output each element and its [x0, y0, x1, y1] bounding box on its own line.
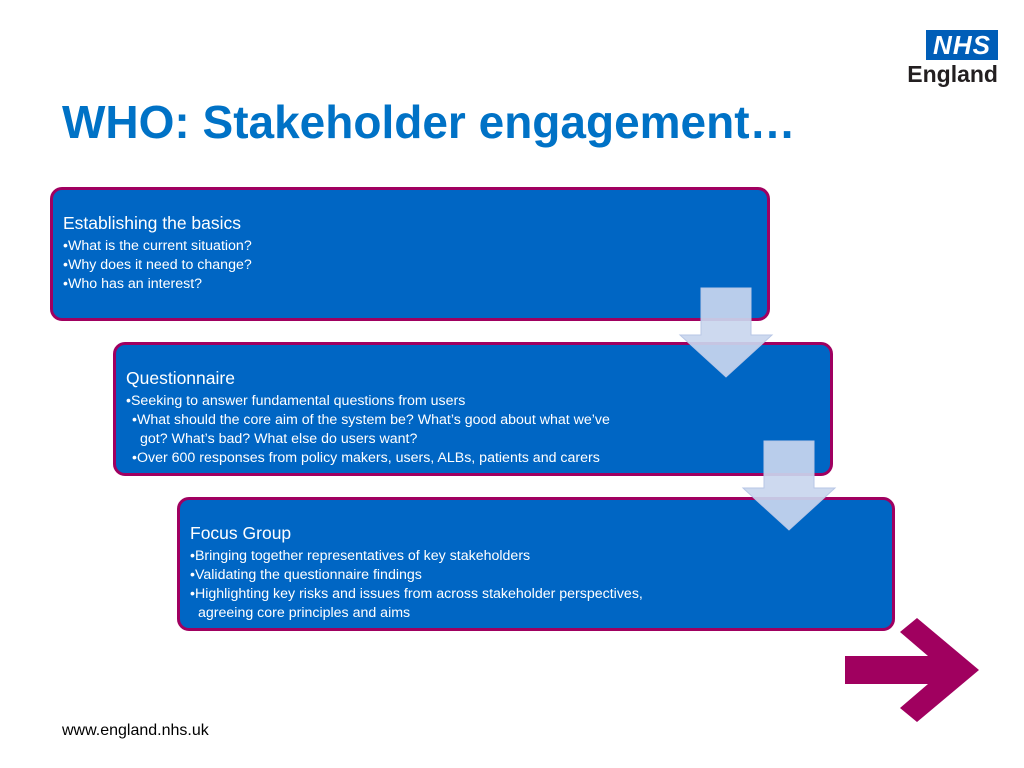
- bullet-item: •Highlighting key risks and issues from across stakeholder perspectives,: [190, 586, 643, 602]
- nhs-logo-england: England: [907, 61, 998, 87]
- step-heading: Establishing the basics: [63, 213, 242, 233]
- step-heading: Focus Group: [190, 523, 292, 543]
- next-arrow-icon[interactable]: [843, 616, 983, 724]
- bullet-item: •Validating the questionnaire findings: [190, 567, 422, 583]
- bullet-item: •What should the core aim of the system be? What’s good about what we’ve: [132, 412, 610, 428]
- down-arrow-icon: [741, 440, 837, 532]
- bullet-item: •Bringing together representatives of key stakeholders: [190, 548, 531, 564]
- bullet-item: •Over 600 responses from policy makers, users, ALBs, patients and carers: [132, 450, 600, 466]
- nhs-england-logo: [904, 30, 998, 90]
- nhs-logo-mark: NHS: [926, 30, 998, 60]
- page-title: WHO: Stakeholder engagement…: [62, 96, 796, 148]
- bullet-item: •Why does it need to change?: [63, 257, 252, 273]
- bullet-continuation: got? What’s bad? What else do users want?: [140, 431, 418, 447]
- down-arrow-icon: [678, 287, 774, 379]
- step-box-establishing-basics: [50, 187, 770, 321]
- bullet-item: •Who has an interest?: [63, 276, 203, 292]
- step-heading: Questionnaire: [126, 368, 235, 388]
- bullet-item: •What is the current situation?: [63, 238, 252, 254]
- bullet-item: •Seeking to answer fundamental questions from users: [126, 393, 466, 409]
- footer-url[interactable]: www.england.nhs.uk: [62, 722, 209, 739]
- bullet-continuation: agreeing core principles and aims: [198, 605, 411, 621]
